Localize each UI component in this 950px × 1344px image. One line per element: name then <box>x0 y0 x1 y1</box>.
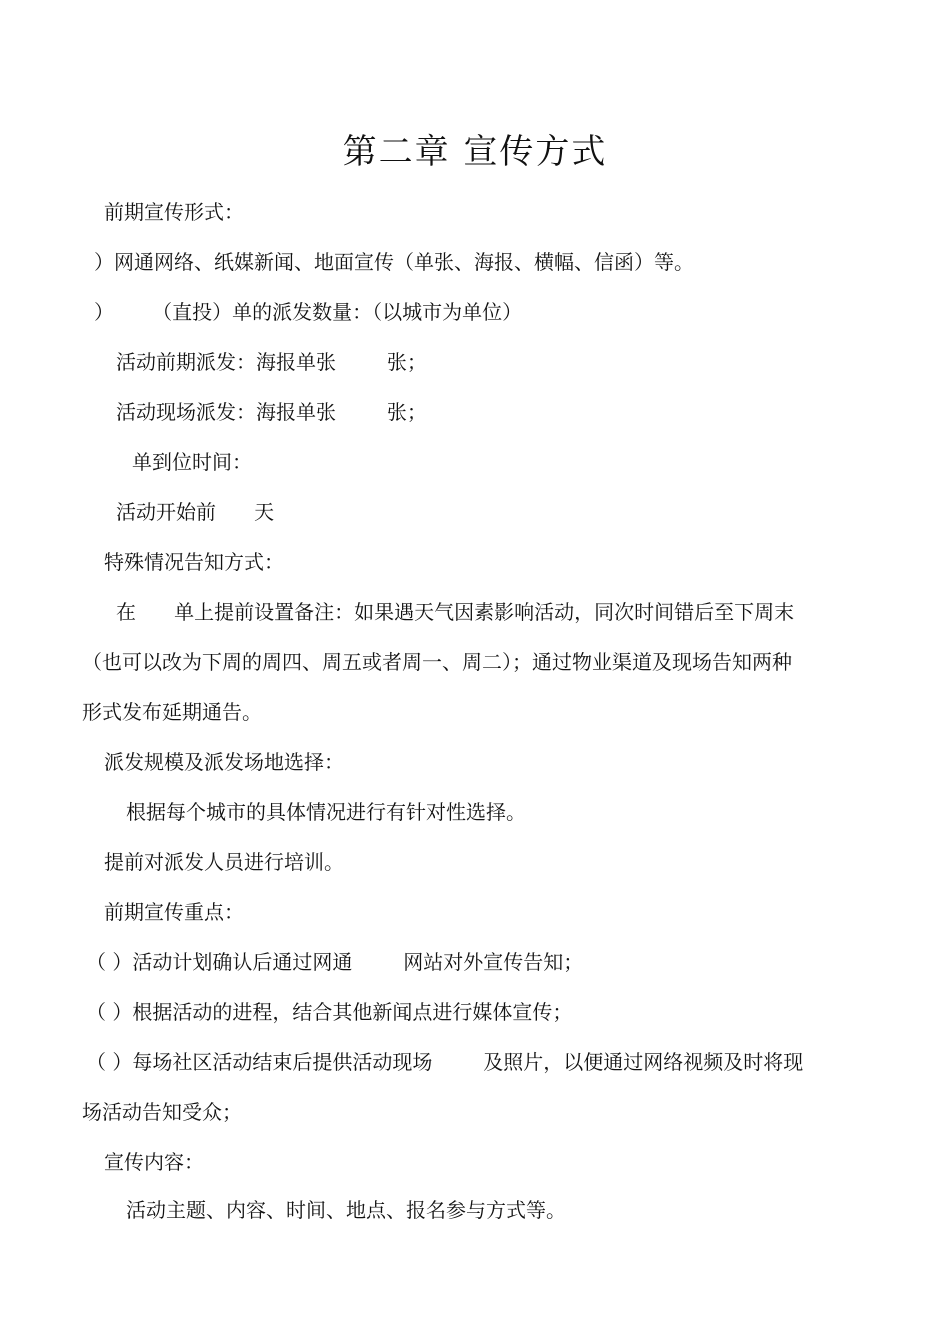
list-item-channels: ）网通网络、纸媒新闻、地面宣传（单张、海报、横幅、信函）等。 <box>94 250 694 274</box>
heading-distribution-scale: 派发规模及派发场地选择： <box>104 750 344 774</box>
heading-publicity-focus: 前期宣传重点： <box>104 900 244 924</box>
text-staff-training: 提前对派发人员进行培训。 <box>104 850 344 874</box>
text-publicity-content: 活动主题、内容、时间、地点、报名参与方式等。 <box>126 1198 566 1222</box>
list-item-focus-3-continued: 场活动告知受众； <box>82 1100 242 1124</box>
heading-flyer-arrival-time: 单到位时间： <box>132 450 252 474</box>
paragraph-special-notice-line-3: 形式发布延期通告。 <box>82 700 262 724</box>
paragraph-special-notice-line-2: （也可以改为下周的周四、周五或者周一、周二）；通过物业渠道及现场告知两种 <box>82 650 792 674</box>
text-early-distribution: 活动前期派发：海报单张 张； <box>116 350 427 374</box>
chapter-title: 第二章 宣传方式 <box>342 132 608 172</box>
list-item-focus-1: （ ）活动计划确认后通过网通 网站对外宣传告知； <box>86 950 584 974</box>
list-item-focus-2: （ ）根据活动的进程，结合其他新闻点进行媒体宣传； <box>86 1000 573 1024</box>
list-item-distribution-quantity: ） （直投）单的派发数量：（以城市为单位） <box>94 300 523 324</box>
text-distribution-scale: 根据每个城市的具体情况进行有针对性选择。 <box>126 800 526 824</box>
heading-publicity-content: 宣传内容： <box>104 1150 204 1174</box>
heading-special-notice: 特殊情况告知方式： <box>104 550 284 574</box>
paragraph-special-notice-line-1: 在 单上提前设置备注：如果遇天气因素影响活动，同次时间错后至下周末 <box>116 600 795 624</box>
list-item-focus-3: （ ）每场社区活动结束后提供活动现场 及照片，以便通过网络视频及时将现 <box>86 1050 804 1074</box>
text-onsite-distribution: 活动现场派发：海报单张 张； <box>116 400 427 424</box>
heading-early-publicity-forms: 前期宣传形式： <box>104 200 244 224</box>
text-days-before: 活动开始前 天 <box>116 500 275 524</box>
